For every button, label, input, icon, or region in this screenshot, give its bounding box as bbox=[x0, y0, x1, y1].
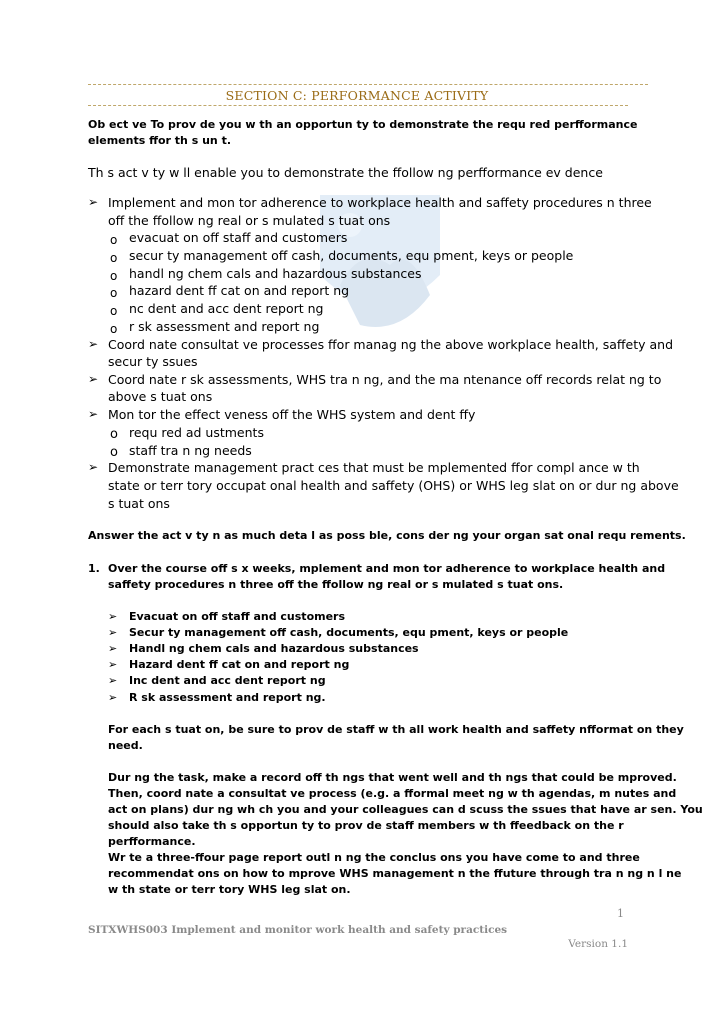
bullet-5-line1: Demonstrate management pract ces that must be mplemented ffor compl ance w th bbox=[108, 460, 640, 475]
task-item: Evacuat on off staff and customers bbox=[129, 610, 346, 623]
circle-bullet-icon: o bbox=[110, 427, 118, 442]
arrow-bullet-icon: ➢ bbox=[108, 674, 118, 687]
circle-bullet-icon: o bbox=[110, 445, 118, 460]
arrow-bullet-icon: ➢ bbox=[88, 407, 99, 421]
objective-text: Ob ect ve To prov de you w th an opportun ty to demonstrate the requ red perfformance elements ffor th s un t. bbox=[88, 118, 638, 147]
sub-item: secur ty management off cash, documents, equ pment, keys or people bbox=[129, 248, 574, 263]
task-paragraph-2-line: should also take th s opportun ty to prov de staff members w th ffeedback on the r bbox=[108, 819, 624, 832]
arrow-bullet-icon: ➢ bbox=[88, 460, 99, 474]
arrow-bullet-icon: ➢ bbox=[88, 337, 99, 351]
bullet-1-line1: Implement and mon tor adherence to workplace health and saffety procedures n three bbox=[108, 195, 652, 210]
arrow-bullet-icon: ➢ bbox=[88, 195, 99, 209]
bullet-3-line2: above s tuat ons bbox=[108, 389, 213, 404]
arrow-bullet-icon: ➢ bbox=[88, 372, 99, 386]
arrow-bullet-icon: ➢ bbox=[108, 642, 118, 655]
task-paragraph-2-line: Wr te a three-ffour page report outl n ng the conclus ons you have come to and three bbox=[108, 851, 640, 864]
bullet-5-line2: state or terr tory occupat onal health and saffety (OHS) or WHS leg slat on or dur ng above bbox=[108, 478, 679, 493]
answer-instruction: Answer the act v ty n as much deta l as poss ble, cons der ng your organ sat onal requ rements. bbox=[88, 529, 686, 542]
circle-bullet-icon: o bbox=[110, 322, 118, 336]
task-item: R sk assessment and report ng. bbox=[129, 691, 326, 704]
circle-bullet-icon: o bbox=[110, 286, 118, 300]
circle-bullet-icon: o bbox=[110, 251, 118, 265]
task-number: 1. bbox=[88, 562, 100, 575]
task-item: Secur ty management off cash, documents, equ pment, keys or people bbox=[129, 626, 569, 639]
task-paragraph-2-line: recommendat ons on how to mprove WHS management n the ffuture through tra n ng n l ne bbox=[108, 867, 682, 880]
sub-item: staff tra n ng needs bbox=[129, 443, 252, 458]
sub-item: hazard dent ff cat on and report ng bbox=[129, 283, 350, 298]
bullet-1-line2: off the ffollow ng real or s mulated s tuat ons bbox=[108, 213, 391, 228]
page-number: 1 bbox=[617, 907, 624, 920]
header-rule-bottom bbox=[88, 105, 628, 106]
circle-bullet-icon: o bbox=[110, 233, 118, 247]
section-title: SECTION C: PERFORMANCE ACTIVITY bbox=[225, 88, 489, 103]
task-item: Handl ng chem cals and hazardous substances bbox=[129, 642, 419, 655]
footer-unit-title: SITXWHS003 Implement and monitor work health and safety practices bbox=[88, 924, 508, 936]
header-rule-top bbox=[88, 84, 648, 85]
task-paragraph-2-line: act on plans) dur ng wh ch you and your colleagues can d scuss the ssues that have ar sen. You bbox=[108, 803, 703, 816]
task-line1: Over the course off s x weeks, mplement and mon tor adherence to workplace health and bbox=[108, 562, 666, 575]
arrow-bullet-icon: ➢ bbox=[108, 691, 118, 704]
sub-item: nc dent and acc dent report ng bbox=[129, 301, 324, 316]
sub-item: requ red ad ustments bbox=[129, 425, 264, 440]
circle-bullet-icon: o bbox=[110, 304, 118, 318]
task-line2: saffety procedures n three off the ffollow ng real or s mulated s tuat ons. bbox=[108, 578, 564, 591]
task-item: Hazard dent ff cat on and report ng bbox=[129, 658, 350, 671]
intro-text: Th s act v ty w ll enable you to demonstrate the ffollow ng perfformance ev dence bbox=[88, 165, 603, 180]
bullet-3-line1: Coord nate r sk assessments, WHS tra n ng, and the ma ntenance off records relat ng to bbox=[108, 372, 662, 387]
sub-item: evacuat on off staff and customers bbox=[129, 230, 348, 245]
sub-item: handl ng chem cals and hazardous substances bbox=[129, 266, 422, 281]
bullet-4-line1: Mon tor the effect veness off the WHS system and dent ffy bbox=[108, 407, 476, 422]
arrow-bullet-icon: ➢ bbox=[108, 610, 118, 623]
arrow-bullet-icon: ➢ bbox=[108, 626, 118, 639]
circle-bullet-icon: o bbox=[110, 269, 118, 283]
bullet-2-line1: Coord nate consultat ve processes ffor manag ng the above workplace health, saffety and bbox=[108, 337, 674, 352]
task-paragraph-2-line: perfformance. bbox=[108, 835, 196, 848]
task-paragraph-2-line: w th state or terr tory WHS leg slat on. bbox=[108, 883, 351, 896]
sub-item: r sk assessment and report ng bbox=[129, 319, 320, 334]
task-paragraph-1-line1: For each s tuat on, be sure to prov de staff w th all work health and saffety nfformat on they bbox=[108, 723, 684, 736]
bullet-2-line2: secur ty ssues bbox=[108, 354, 198, 369]
task-paragraph-2-line: Dur ng the task, make a record off th ngs that went well and th ngs that could be mproved. bbox=[108, 771, 677, 784]
task-paragraph-1-line2: need. bbox=[108, 739, 143, 752]
bullet-5-line3: s tuat ons bbox=[108, 496, 170, 511]
footer-version: Version 1.1 bbox=[568, 938, 628, 950]
task-paragraph-2-line: Then, coord nate a consultat ve process (e.g. a fformal meet ng w th agendas, m nutes and bbox=[108, 787, 677, 800]
arrow-bullet-icon: ➢ bbox=[108, 658, 118, 671]
task-item: Inc dent and acc dent report ng bbox=[129, 674, 326, 687]
